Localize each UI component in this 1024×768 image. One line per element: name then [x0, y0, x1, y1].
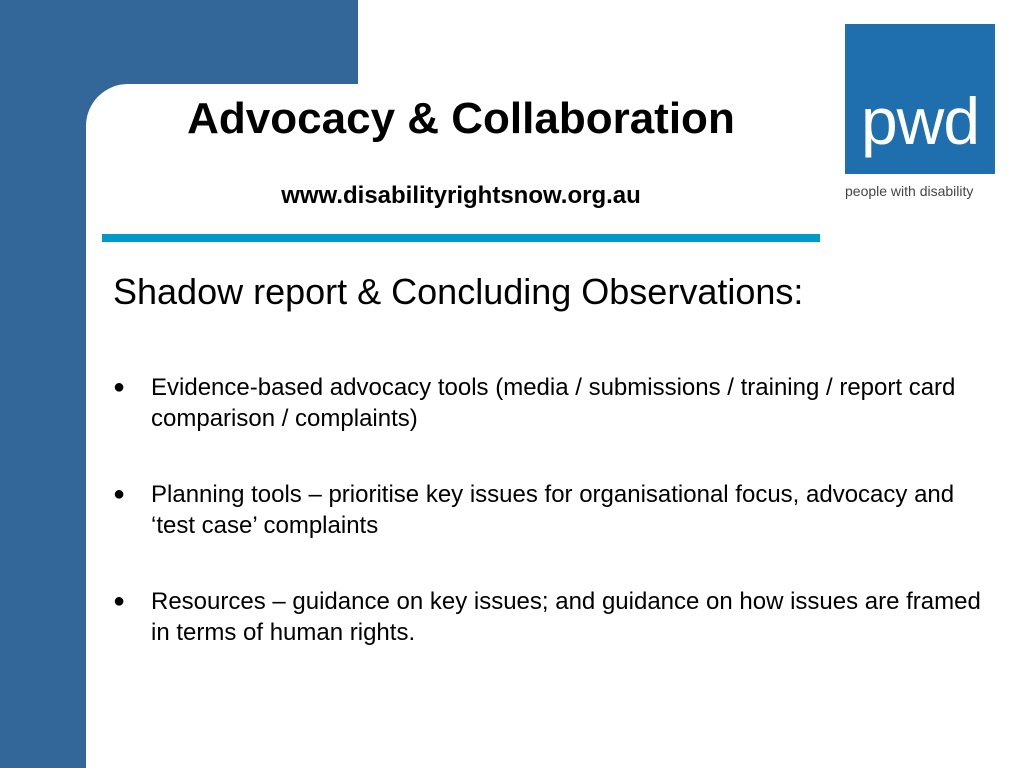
bullet-dot-icon: ● [113, 483, 126, 505]
pwd-logo [845, 24, 995, 174]
bullet-list [113, 372, 993, 693]
bullet-item [113, 372, 993, 434]
bullet-item [113, 586, 993, 648]
bullet-text: Evidence-based advocacy tools (media / submissions / training / report card comparison / complaints) [151, 374, 956, 432]
bullet-dot-icon: ● [113, 590, 126, 612]
bullet-text: Resources – guidance on key issues; and guidance on how issues are framed in terms of human rights. [151, 588, 981, 646]
title-divider [102, 234, 820, 242]
bullet-text: Planning tools – prioritise key issues for organisational focus, advocacy and ‘test case’ complaints [151, 481, 955, 539]
pwd-logo-caption: people with disability [845, 183, 974, 199]
website-url: www.disabilityrightsnow.org.au [281, 182, 641, 209]
bullet-dot-icon: ● [113, 376, 126, 398]
bullet-item [113, 479, 993, 541]
slide-title: Advocacy & Collaboration [187, 94, 735, 143]
pwd-logo-text: pwd [860, 84, 980, 158]
section-heading: Shadow report & Concluding Observations: [113, 271, 804, 312]
